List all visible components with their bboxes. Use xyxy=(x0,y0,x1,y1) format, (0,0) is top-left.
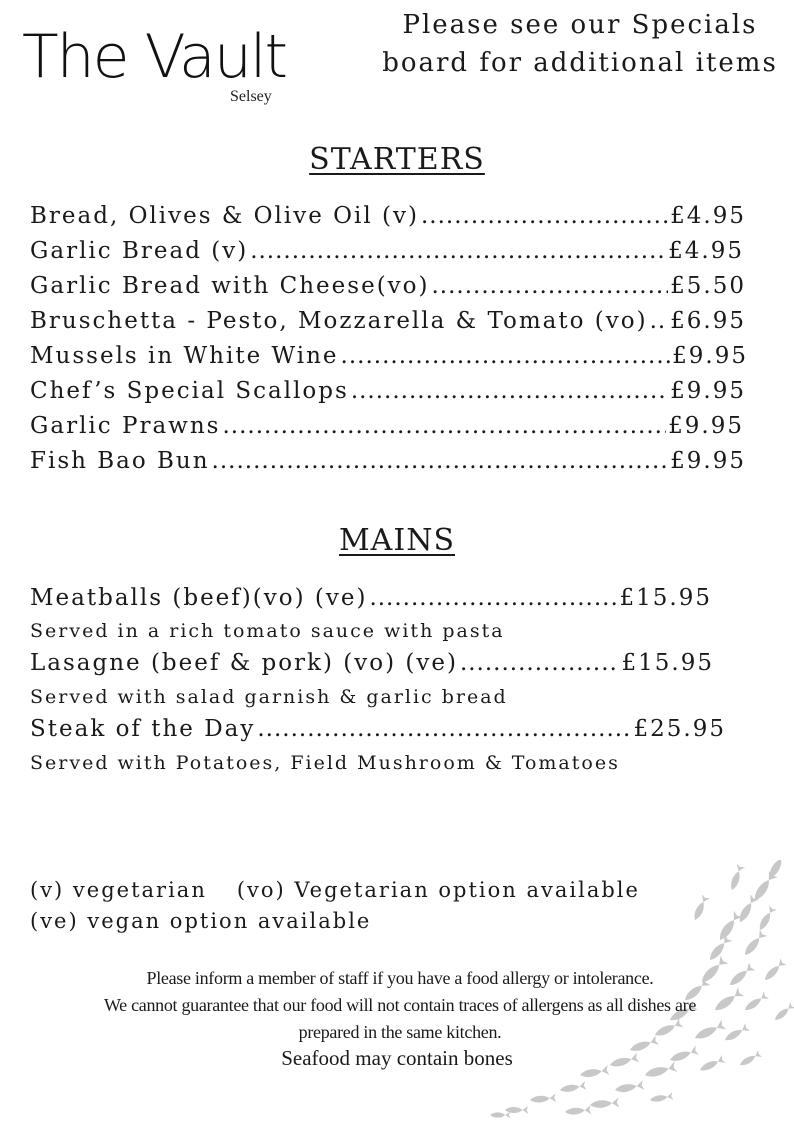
item-name: Lasagne (beef & pork) (vo) (ve) xyxy=(30,650,458,676)
fish-shape xyxy=(565,1105,592,1116)
item-price: £15.95 xyxy=(621,650,714,676)
starters-heading: STARTERS xyxy=(309,142,485,177)
item-name: Garlic Prawns xyxy=(30,413,221,439)
item-description: Served in a rich tomato sauce with pasta xyxy=(30,620,505,642)
menu-item xyxy=(30,650,714,676)
item-price: £15.95 xyxy=(619,585,712,611)
menu-item xyxy=(30,273,746,299)
dietary-legend-line-2 xyxy=(30,909,371,933)
leader-dots xyxy=(421,203,668,229)
specials-line-2: board for additional items xyxy=(382,48,778,78)
item-price: £9.95 xyxy=(672,343,748,369)
menu-item xyxy=(30,238,744,264)
item-price: £5.50 xyxy=(670,273,746,299)
item-price: £6.95 xyxy=(670,308,746,334)
logo xyxy=(22,22,292,112)
item-name: Fish Bao Bun xyxy=(30,448,210,474)
fish-shape xyxy=(728,864,745,892)
allergy-line-3: prepared in the same kitchen. xyxy=(298,1022,502,1042)
item-name: Bruschetta - Pesto, Mozzarella & Tomato (vo) xyxy=(30,308,648,334)
item-price: £9.95 xyxy=(668,413,744,439)
menu-item xyxy=(30,378,746,404)
allergy-line-1: Please inform a member of staff if you have a food allergy or intolerance. xyxy=(146,968,654,988)
item-name: Meatballs (beef)(vo) (ve) xyxy=(30,585,368,611)
fish-shape xyxy=(741,930,767,959)
specials-note xyxy=(380,6,780,82)
fish-shape xyxy=(559,1081,586,1094)
allergy-notice xyxy=(20,965,780,1046)
item-price: £4.95 xyxy=(670,203,746,229)
fish-shape xyxy=(490,1112,510,1119)
legend-vegetarian: (v) vegetarian xyxy=(30,878,207,902)
item-name: Chef’s Special Scallops xyxy=(30,378,349,404)
menu-item xyxy=(30,585,712,611)
menu-item xyxy=(30,716,726,742)
leader-dots xyxy=(212,448,669,474)
fish-shape xyxy=(706,935,732,964)
item-price: £25.95 xyxy=(633,716,726,742)
fish-shape xyxy=(756,905,777,932)
fish-shape xyxy=(530,1093,557,1104)
fish-shape xyxy=(736,894,759,924)
menu-item xyxy=(30,203,746,229)
menu-item xyxy=(30,308,746,334)
menu-item xyxy=(30,413,744,439)
menu-item xyxy=(30,343,748,369)
item-name: Garlic Bread (v) xyxy=(30,238,249,264)
legend-vegan-option: (ve) vegan option available xyxy=(30,909,372,933)
item-name: Mussels in White Wine xyxy=(30,343,339,369)
item-price: £4.95 xyxy=(668,238,744,264)
legend-vegetarian-option: (vo) Vegetarian option available xyxy=(236,878,640,902)
logo-location: Selsey xyxy=(230,88,272,105)
logo-name: The Vault xyxy=(22,22,287,92)
leader-dots xyxy=(257,716,631,742)
item-price: £9.95 xyxy=(670,378,746,404)
leader-dots xyxy=(431,273,668,299)
leader-dots xyxy=(341,343,671,369)
leader-dots xyxy=(351,378,668,404)
item-name: Garlic Bread with Cheese(vo) xyxy=(30,273,430,299)
fish-shape xyxy=(590,1097,620,1109)
fish-shape xyxy=(614,1080,644,1095)
fish-shape xyxy=(649,1092,673,1104)
leader-dots xyxy=(650,308,669,334)
item-description: Served with salad garnish & garlic bread xyxy=(30,686,508,708)
fish-shape xyxy=(691,894,710,921)
item-name: Bread, Olives & Olive Oil (v) xyxy=(30,203,419,229)
allergy-line-2: We cannot guarantee that our food will not contain traces of allergens as all dishes are xyxy=(103,995,697,1015)
menu-item xyxy=(30,448,746,474)
specials-line-1: Please see our Specials xyxy=(402,10,758,40)
leader-dots xyxy=(369,585,617,611)
leader-dots xyxy=(250,238,666,264)
leader-dots xyxy=(222,413,666,439)
item-description: Served with Potatoes, Field Mushroom & Tomatoes xyxy=(30,752,620,774)
fish-shape xyxy=(715,911,742,943)
item-price: £9.95 xyxy=(670,448,746,474)
leader-dots xyxy=(460,650,620,676)
bones-warning: Seafood may contain bones xyxy=(281,1046,513,1070)
item-name: Steak of the Day xyxy=(30,716,256,742)
mains-heading: MAINS xyxy=(338,523,456,558)
